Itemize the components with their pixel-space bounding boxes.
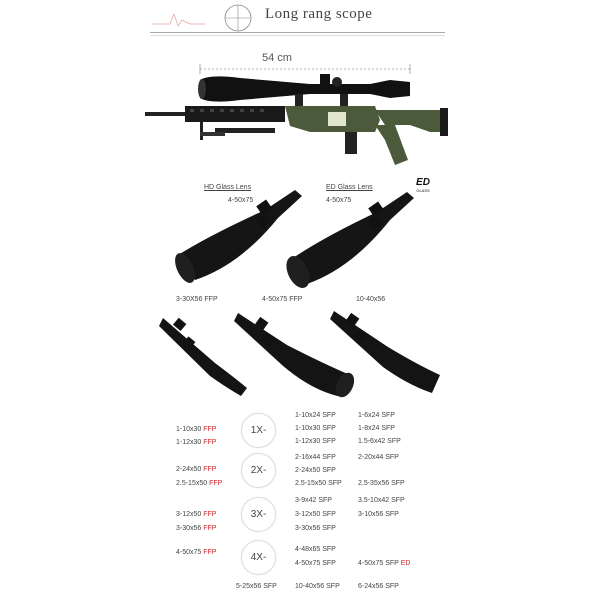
- sfp-item: 1-8x24 SFP: [358, 425, 395, 432]
- hd-glass-spec: 4-50x75: [228, 197, 254, 204]
- mag-3x-circle: [241, 497, 276, 532]
- sfp-item: 2-16x44 SFP: [295, 454, 336, 461]
- sfp-item: 2.5-35x56 SFP: [358, 480, 405, 487]
- sfp-item: 1-6x24 SFP: [358, 412, 395, 419]
- ed-badge-subtext: GLASS: [416, 188, 430, 193]
- sfp-item: 4-50x75 SFP ED: [358, 560, 411, 567]
- sfp-item: 3-30x56 SFP: [295, 525, 336, 532]
- mid-scope-label-1: 3-30X56 FFP: [176, 296, 218, 303]
- header-divider-secondary: [150, 35, 445, 36]
- ed-badge-text: ED: [416, 177, 430, 188]
- ffp-item: 3-30x56 FFP: [176, 525, 217, 532]
- reticle-logo-icon: [150, 2, 260, 34]
- sfp-item: 1-10x30 SFP: [295, 425, 336, 432]
- mag-3x-label: 3X-: [250, 509, 267, 520]
- mid-scope-label-3: 10-40x56: [356, 296, 386, 303]
- sfp-item: 2-20x44 SFP: [358, 454, 399, 461]
- mag-2x-circle: [241, 453, 276, 488]
- ed-glass-spec: 4-50x75: [326, 197, 352, 204]
- hd-glass-title: HD Glass Lens: [204, 184, 252, 191]
- mag-2x-label: 2X-: [250, 465, 267, 476]
- sfp-item: 1-10x24 SFP: [295, 412, 336, 419]
- ffp-item: 3-12x50 FFP: [176, 511, 217, 518]
- sfp-item: 2.5-15x50 SFP: [295, 480, 342, 487]
- ffp-item: 1-12x30 FFP: [176, 439, 217, 446]
- ffp-item: 4-50x75 FFP: [176, 549, 217, 556]
- sfp-item: 1-12x30 SFP: [295, 438, 336, 445]
- header-divider: [150, 32, 445, 33]
- ffp-item: 1-10x30 FFP: [176, 426, 217, 433]
- mid-scope-label-2: 4-50x75 FFP: [262, 296, 303, 303]
- mag-1x-circle: [241, 413, 276, 448]
- length-label: 54 cm: [262, 52, 292, 64]
- sfp-item: 3-12x50 SFP: [295, 511, 336, 518]
- sfp-item: 2-24x50 SFP: [295, 467, 336, 474]
- mag-4x-label: 4X-: [250, 552, 267, 563]
- mag-1x-label: 1X-: [250, 425, 267, 436]
- sfp-item: 5-25x56 SFP: [236, 583, 277, 590]
- sfp-item: 3-10x56 SFP: [358, 511, 399, 518]
- sfp-item: 1.5-6x42 SFP: [358, 438, 401, 445]
- ed-glass-title: ED Glass Lens: [326, 184, 373, 191]
- sfp-item: 4-48x65 SFP: [295, 546, 336, 553]
- ffp-item: 2-24x50 FFP: [176, 466, 217, 473]
- sfp-item: 3.5-10x42 SFP: [358, 497, 405, 504]
- ed-scope-image: [282, 180, 422, 290]
- page-title: Long rang scope: [265, 6, 373, 22]
- rifle-with-scope-image: [140, 70, 460, 180]
- scope-10-40x56-image: [328, 305, 446, 395]
- sfp-item: 6-24x56 SFP: [358, 583, 399, 590]
- sfp-item: 10-40x56 SFP: [295, 583, 340, 590]
- ffp-item: 2.5-15x50 FFP: [176, 480, 223, 487]
- sfp-item: 3-9x42 SFP: [295, 497, 332, 504]
- sfp-item: 4-50x75 SFP: [295, 560, 336, 567]
- mag-4x-circle: [241, 540, 276, 575]
